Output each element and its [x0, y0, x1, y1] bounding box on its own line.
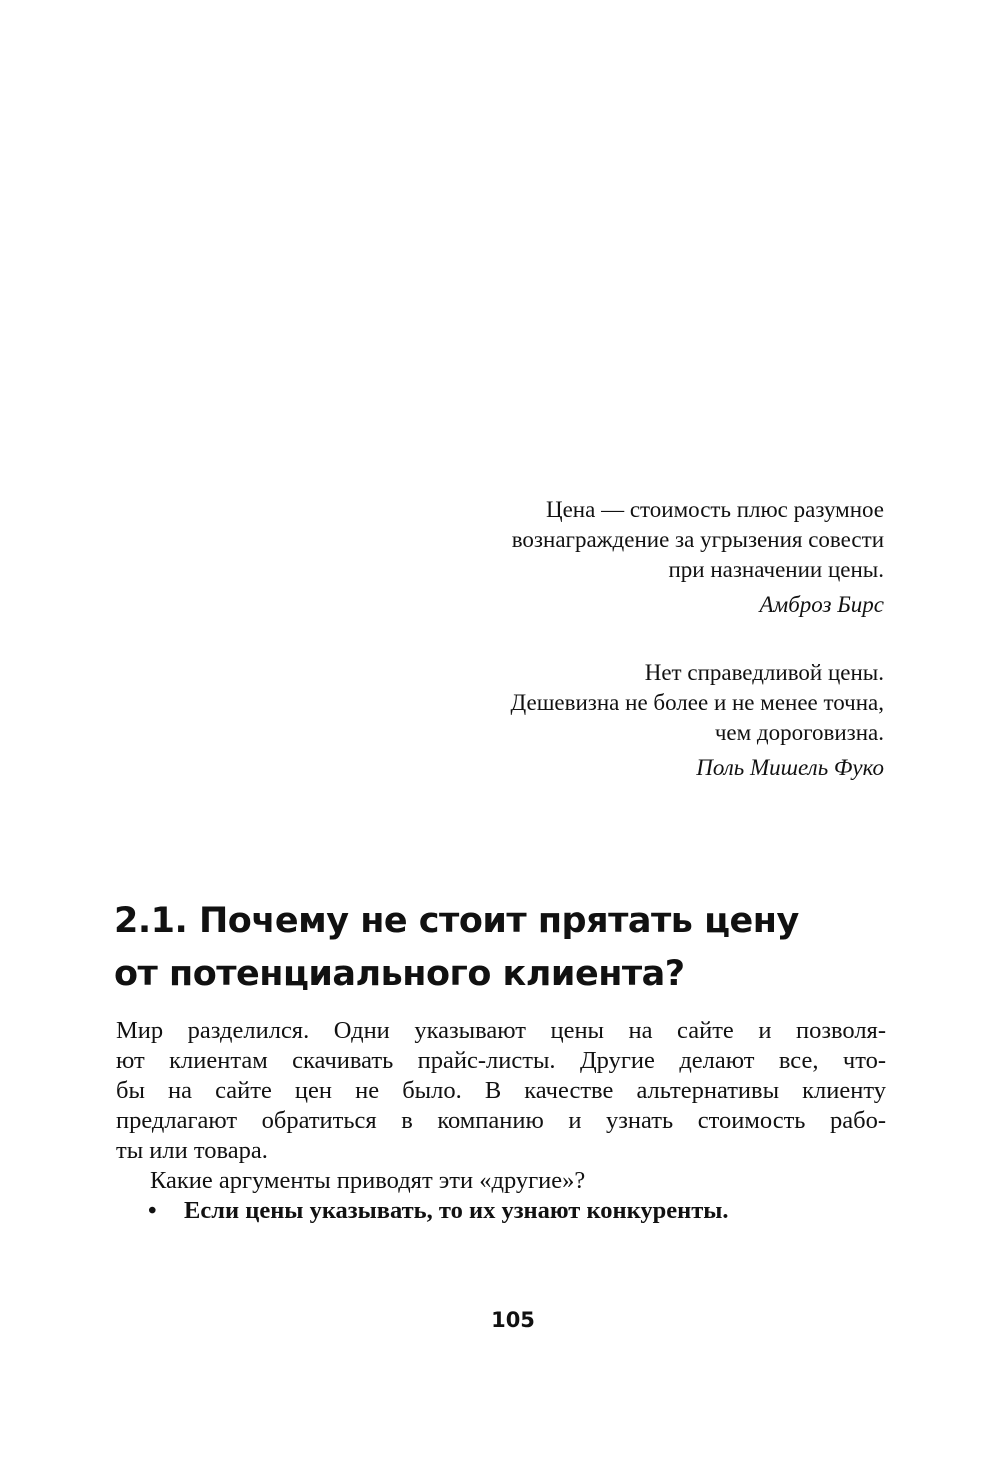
epigraph-author: Амброз Бирс [759, 592, 884, 617]
heading-line: 2.1. Почему не стоит прятать цену [114, 901, 799, 941]
epigraph-line: Цена — стоимость плюс разумное [545, 497, 884, 522]
epigraph-line: вознаграждение за угрызения совести [511, 527, 884, 552]
epigraph-line: Нет справедливой цены. [644, 660, 884, 685]
epigraph-author: Поль Мишель Фуко [696, 755, 884, 780]
list-item-text: Если цены указывать, то их узнают конкуренты. [184, 1197, 729, 1224]
epigraph-line: Дешевизна не более и не менее точна, [510, 690, 884, 715]
paragraph-line: предлагают обратиться в компанию и узнать стоимость рабо- [116, 1107, 886, 1134]
paragraph-question: Какие аргументы приводят эти «другие»? [150, 1167, 586, 1194]
paragraph-line: ты или товара. [116, 1137, 268, 1164]
paragraph-line: Мир разделился. Одни указывают цены на сайте и позволя- [116, 1017, 886, 1044]
epigraph-bierce [512, 495, 884, 620]
section-heading [114, 895, 894, 1001]
bullet-icon: • [148, 1197, 157, 1224]
epigraph-foucault [511, 658, 884, 783]
epigraph-line: при назначении цены. [668, 557, 884, 582]
heading-line: от потенциального клиента? [114, 954, 685, 994]
epigraph-line: чем дороговизна. [714, 720, 884, 745]
page-number: 105 [491, 1308, 535, 1332]
paragraph-line: ют клиентам скачивать прайс-листы. Другие делают все, что- [116, 1047, 886, 1074]
body-text [116, 1016, 886, 1226]
paragraph-line: бы на сайте цен не было. В качестве альтернативы клиенту [116, 1077, 886, 1104]
list-item [116, 1196, 886, 1226]
